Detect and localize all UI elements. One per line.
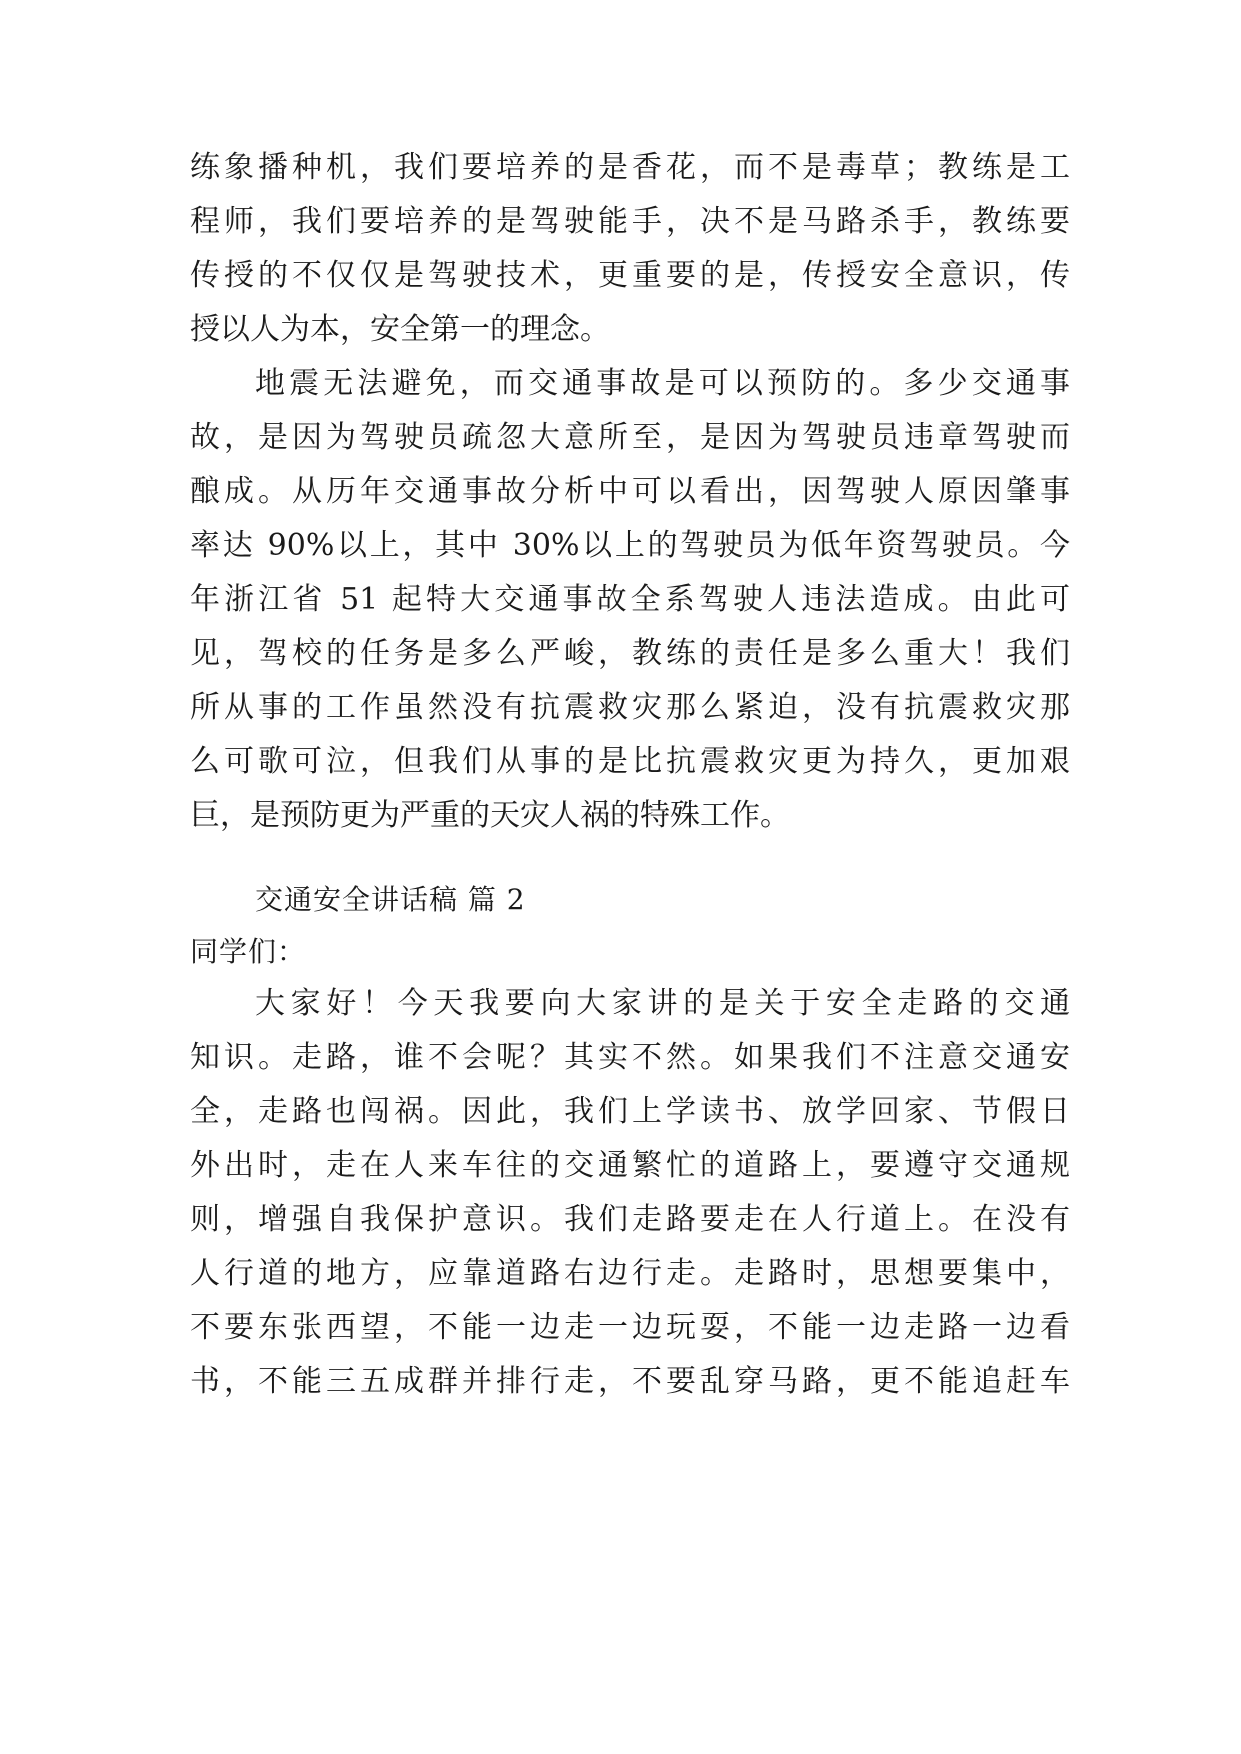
paragraph-2-line-7: 所从事的工作虽然没有抗震救灾那么紧迫，没有抗震救灾那 (190, 690, 1070, 725)
paragraph-3-line-1: 大家好！今天我要向大家讲的是关于安全走路的交通 (255, 986, 1070, 1021)
salutation: 同学们： (190, 935, 307, 968)
paragraph-3-line-3: 全，走路也闯祸。因此，我们上学读书、放学回家、节假日 (190, 1094, 1070, 1129)
paragraph-1-line-2: 程师，我们要培养的是驾驶能手，决不是马路杀手，教练要 (190, 204, 1070, 239)
paragraph-2-line-5: 年浙江省 51 起特大交通事故全系驾驶人违法造成。由此可 (190, 582, 1070, 617)
paragraph-2-line-9: 巨，是预防更为严重的天灾人祸的特殊工作。 (190, 798, 790, 833)
paragraph-2-line-6: 见，驾校的任务是多么严峻，教练的责任是多么重大！我们 (190, 636, 1070, 671)
paragraph-3-line-7: 不要东张西望，不能一边走一边玩耍，不能一边走路一边看 (190, 1310, 1070, 1345)
section-title: 交通安全讲话稿 篇 2 (255, 883, 526, 916)
paragraph-3-line-4: 外出时，走在人来车往的交通繁忙的道路上，要遵守交通规 (190, 1148, 1070, 1183)
paragraph-1-line-1: 练象播种机，我们要培养的是香花，而不是毒草；教练是工 (190, 150, 1070, 185)
paragraph-1-line-4: 授以人为本，安全第一的理念。 (190, 312, 610, 347)
paragraph-2-line-8: 么可歌可泣，但我们从事的是比抗震救灾更为持久，更加艰 (190, 744, 1070, 779)
paragraph-3-line-8: 书，不能三五成群并排行走，不要乱穿马路，更不能追赶车 (190, 1364, 1070, 1399)
paragraph-1-line-3: 传授的不仅仅是驾驶技术，更重要的是，传授安全意识，传 (190, 258, 1070, 293)
paragraph-2-line-4: 率达 90%以上，其中 30%以上的驾驶员为低年资驾驶员。今 (190, 528, 1070, 563)
paragraph-2-line-1: 地震无法避免，而交通事故是可以预防的。多少交通事 (255, 366, 1070, 401)
paragraph-3-line-5: 则，增强自我保护意识。我们走路要走在人行道上。在没有 (190, 1202, 1070, 1237)
paragraph-2-line-3: 酿成。从历年交通事故分析中可以看出，因驾驶人原因肇事 (190, 474, 1070, 509)
paragraph-3-line-2: 知识。走路，谁不会呢？其实不然。如果我们不注意交通安 (190, 1040, 1070, 1075)
paragraph-3-line-6: 人行道的地方，应靠道路右边行走。走路时，思想要集中， (190, 1256, 1070, 1291)
paragraph-2-line-2: 故，是因为驾驶员疏忽大意所至，是因为驾驶员违章驾驶而 (190, 420, 1070, 455)
